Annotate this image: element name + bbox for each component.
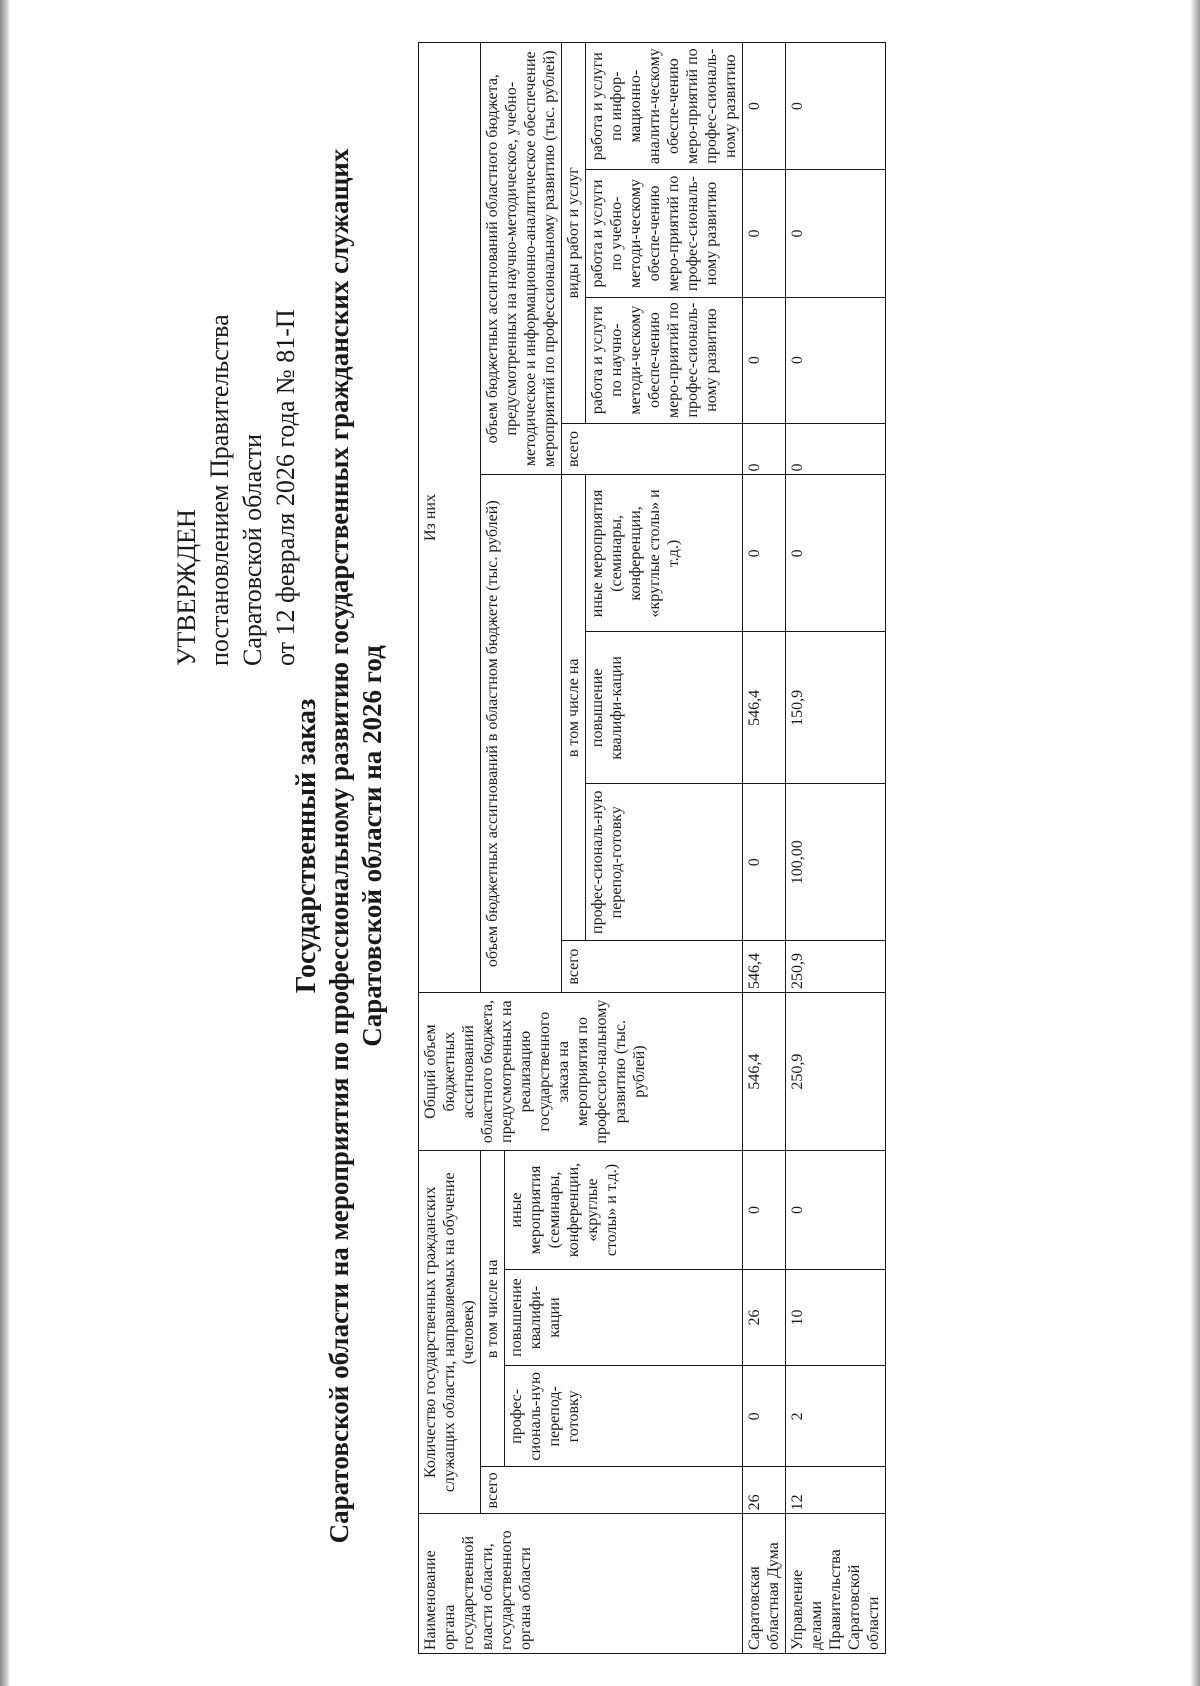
cell-staff-prof: 0 — [743, 1366, 786, 1467]
header-staff-qual: повышение квалифи-кации — [505, 1269, 743, 1365]
approval-line-4: от 12 февраля 2026 года № 81-П — [271, 309, 300, 666]
title-line-3: Саратовской области на 2026 год — [357, 645, 387, 1047]
cell-budget-total: 546,4 — [743, 941, 786, 993]
approval-line-3: Саратовской области — [238, 433, 267, 666]
table-row — [786, 43, 886, 1654]
cell-service-3: 0 — [786, 43, 886, 170]
cell-service-3: 0 — [743, 43, 786, 170]
header-kinds: виды работ и услуг — [562, 43, 586, 424]
cell-budget-qual: 150,9 — [786, 632, 886, 784]
cell-total-volume: 250,9 — [786, 993, 886, 1151]
header-service-3: работа и услуги по инфор-мационно-аналити-ческому обеспе-чению меро-приятий по профес-сиональ-ному развитию — [586, 43, 743, 170]
cell-budget-prof: 0 — [743, 784, 786, 941]
cell-staff-other: 0 — [786, 1151, 886, 1270]
header-staff-other: иные мероприятия (семинары, конференции, «круглые столы» и т.д.) — [505, 1151, 743, 1270]
cell-staff-total: 12 — [786, 1467, 886, 1514]
header-staff-prof: профес-сиональ-ную перепод-готовку — [505, 1366, 743, 1467]
cell-staff-prof: 2 — [786, 1366, 886, 1467]
approval-stamp — [170, 106, 302, 666]
cell-budget-prof: 100,00 — [786, 784, 886, 941]
cell-staff-other: 0 — [743, 1151, 786, 1270]
header-budget-other: иные мероприятия (семинары, конференции, «круглые столы» и т.д.) — [586, 475, 743, 632]
title-line-2: Саратовской области на мероприятия по профессиональному развитию государственных гражданских служащих — [324, 148, 354, 1544]
document-title — [290, 66, 389, 1626]
header-budget-total: всего — [562, 941, 743, 993]
header-service-2: работа и услуги по учебно-методи-ческому обеспе-чению меро-приятий по профес-сиональ-ному развитию — [586, 170, 743, 297]
header-budget-including: в том числе на — [562, 475, 586, 941]
table-row — [743, 43, 786, 1654]
header-budget-volume: объем бюджетных ассигнований в областном бюджете (тыс. рублей) — [481, 475, 562, 993]
header-budget-qual: повышение квалифи-кации — [586, 632, 743, 784]
header-services-volume: объем бюджетных ассигнований областного бюджета, предусмотренных на научно-методическое, учебно-методическое и информационно-аналитическое обеспечение мероприятий по профессиональному развитию (тыс. рублей) — [481, 43, 562, 475]
cell-total-volume: 546,4 — [743, 993, 786, 1151]
approval-line-2: постановлением Правительства — [205, 314, 234, 666]
title-line-1: Государственный заказ — [291, 698, 322, 994]
header-total-volume: Общий объем бюджетных ассигнований областного бюджета, предусмотренных на реализацию государственного заказа на мероприятия по профессио-нальному развитию (тыс. рублей) — [419, 993, 743, 1151]
header-service-1: работа и услуги по научно-методи-ческому обеспе-чению меро-приятий по профес-сиональ-ному развитию — [586, 297, 743, 423]
cell-staff-qual: 26 — [743, 1269, 786, 1365]
header-budget-prof: профес-сиональ-ную перепод-готовку — [586, 784, 743, 941]
header-authority-name: Наименование органа государственной власти области, государственного органа области — [419, 1514, 743, 1654]
order-table-wrap — [418, 42, 886, 1654]
header-of-them: Из них — [419, 43, 481, 993]
header-services-total: всего — [562, 423, 743, 475]
cell-budget-other: 0 — [786, 475, 886, 632]
header-staff-including: в том числе на — [481, 1151, 505, 1467]
cell-budget-total: 250,9 — [786, 941, 886, 993]
row-authority-name: Саратовская областная Дума — [743, 1514, 786, 1654]
cell-service-2: 0 — [743, 170, 786, 297]
approval-line-1: УТВЕРЖДЕН — [172, 509, 201, 666]
cell-services-total: 0 — [743, 423, 786, 475]
cell-budget-other: 0 — [743, 475, 786, 632]
cell-service-1: 0 — [786, 297, 886, 423]
header-staff-count: Количество государственных гражданских служащих области, направляемых на обучение (человек) — [419, 1151, 481, 1514]
order-table — [418, 42, 886, 1654]
cell-service-1: 0 — [743, 297, 786, 423]
header-staff-total: всего — [481, 1467, 743, 1514]
cell-services-total: 0 — [786, 423, 886, 475]
cell-staff-total: 26 — [743, 1467, 786, 1514]
cell-budget-qual: 546,4 — [743, 632, 786, 784]
cell-service-2: 0 — [786, 170, 886, 297]
cell-staff-qual: 10 — [786, 1269, 886, 1365]
row-authority-name: Управление делами Правительства Саратовской области — [786, 1514, 886, 1654]
